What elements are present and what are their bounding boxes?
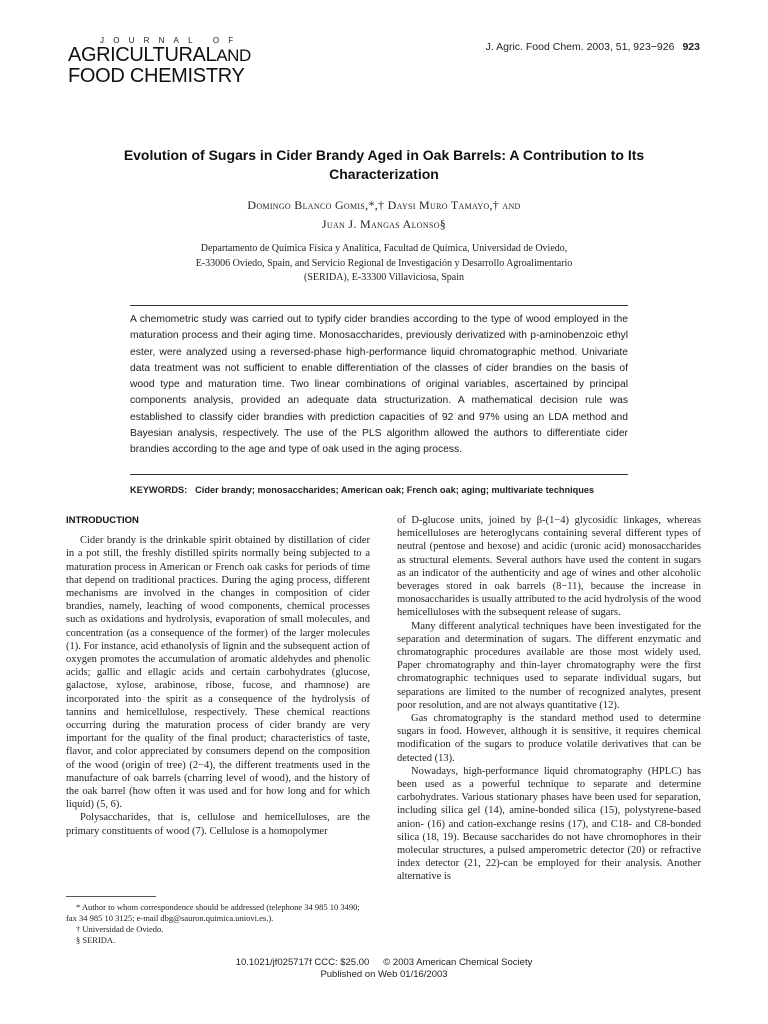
affiliation-line-3: (SERIDA), E-33300 Villaviciosa, Spain <box>303 272 465 283</box>
footer-published: Published on Web 01/16/2003 <box>320 969 448 980</box>
paragraph: Gas chromatography is the standard method used to determine sugars in food. However, although it is sensitive, it requires chemical modification of the sugars to produce volatile derivatives that can be detected (13). <box>397 713 701 764</box>
abstract: A chemometric study was carried out to typify cider brandies according to the type of wood employed in the maturation process and their aging time. Monosaccharides, previously derivatized with p-aminobenzoic ethyl ester, were analyzed using a reversed-phase high-performance liquid chromatographic method. Univariate data treatment was not sufficient to enable differentiation of the classes of cider brandies on the basis of wood type and maturation time. Two linear combinations of original variables, ascertained by principal components analysis, provided an adequate data structurization. A mathematical decision rule was established to classify cider brandies with prediction capacities of 92 and 97% using an LDA method and Bayesian analysis, respectively. The use of the PLS algorithm allowed the authors to differentiate cider brandies according to the age and type of oak used in the aging process. <box>130 314 628 456</box>
abstract-bottom-rule <box>130 474 628 475</box>
paragraph: Nowadays, high-performance liquid chromatography (HPLC) has been used as a powerful technique to separate and determine carbohydrates. Various stationary phases have been used for separation, including silica gel (14), amine-bonded silica (15), polystyrene-based anion- (16) and cation-exchange resins (17), and C18- and C8-bonded silica (18, 19). Because saccharides do not have chromophores in their molecular structures, a pulsed amperometric detector (20) or refractive index detector (21, 22)-can be employed for their analysis. Another alternative is <box>397 765 701 883</box>
keywords-list: Cider brandy; monosaccharides; American oak; French oak; aging; multivariate techniques <box>195 485 595 495</box>
abstract-top-rule <box>130 305 628 306</box>
affiliation-line-2: E-33006 Oviedo, Spain, and Servicio Regional de Investigación y Desarrollo Agroalimentario <box>195 257 573 269</box>
footnote-corresponding-author: * Author to whom correspondence should be addressed (telephone 34 985 10 3490; fax 34 985 10 3125; e-mail dbg@sauron.quimica.uniovi.es.). <box>66 902 360 923</box>
logo-line-agricultural <box>68 45 278 66</box>
page-number: 923 <box>682 41 700 53</box>
footnotes <box>66 902 370 946</box>
journal-citation <box>486 41 700 53</box>
page-footer <box>0 957 768 981</box>
logo-journal-of: JOURNAL OF <box>100 36 243 45</box>
logo-and: AND <box>216 46 251 65</box>
body-column-right <box>397 514 701 884</box>
footnote-rule <box>66 896 156 897</box>
journal-logo <box>68 36 278 87</box>
paragraph: Polysaccharides, that is, cellulose and hemicelluloses, are the primary constituents of wood (7). Cellulose is a homopolymer <box>66 812 370 837</box>
author-affiliation <box>150 242 618 286</box>
affiliation-line-1: Departamento de Química Física y Analítica, Facultad de Química, Universidad de Oviedo, <box>200 243 568 254</box>
article-title: Evolution of Sugars in Cider Brandy Aged in Oak Barrels: A Contribution to Its Characterization <box>123 147 645 182</box>
footer-copyright: © 2003 American Chemical Society <box>383 957 533 968</box>
section-heading-introduction: INTRODUCTION <box>66 515 139 526</box>
footer-line-1 <box>0 957 768 969</box>
body-column-left <box>66 512 370 838</box>
footer-doi: 10.1021/jf025717f CCC: $25.00 <box>235 957 370 968</box>
footnote-dagger: † Universidad de Oviedo. <box>76 924 164 934</box>
logo-food-chemistry: FOOD CHEMISTRY <box>68 65 245 87</box>
paragraph: Many different analytical techniques have been investigated for the separation and determination of sugars. The different enzymatic and chromatographic procedures available are those most widely used. Paper chromatography and thin-layer chromatography were the first chromatographic techniques used to separate individual sugars, but separations are limited to the number of recognized analytes, present poor resolution, and are not always quantitative (12). <box>397 620 701 711</box>
keywords <box>130 485 628 495</box>
authors-line-1: Domingo Blanco Gomis,*,† Daysi Muro Tamayo,† and <box>247 198 521 212</box>
authors-line-2: Juan J. Mangas Alonso§ <box>321 217 447 231</box>
footnote-section: § SERIDA. <box>76 935 116 945</box>
citation-text: J. Agric. Food Chem. 2003, 51, 923−926 <box>485 41 675 53</box>
logo-agricultural: AGRICULTURAL <box>68 44 217 66</box>
paragraph: of D-glucose units, joined by β-(1−4) glycosidic linkages, whereas hemicelluloses are heteroglycans containing several different types of neutral (pentose and hexose) and acidic (uronic acid) monosaccharides as structural elements. Several authors have used the content in sugars as an indicator of the authenticity and age of wines and other alcoholic beverages stored in oak barrels (8−11), because the increase in monosaccharides is usually attributed to the acid hydrolysis of the wood hemicelluloses with the subsequent release of sugars. <box>397 515 701 619</box>
paragraph: Cider brandy is the drinkable spirit obtained by distillation of cider in a pot still, the freshly distilled spirits normally being subjected to a maturation process in American or French oak casks for periods of time that depend on traditional practices. During the aging process, different mechanisms are involved in the changes in composition of cider brandies, namely, leaching of wood components, chemical processes such as oxidations and hydrolysis, evaporation of small molecules, and concentration (as a consequence of the former) of the larger molecules (1). For instance, acid ethanolysis of lignin and the subsequent action of oxygen promotes the accumulation of aromatic aldehydes and phenolic acids; gallic and ellagic acids and certain carbohydrates (glucose, galactose, xylose, arabinose, ribose, fucose, and rhamnose) are incorporated into the spirit as a consequence of the hydrolysis of tannins and hemicellulose, respectively. These chemical reactions occurring during the maturation process of cider brandy are very important for the quality of the final product; characteristics of taste, flavor, and color appreciated by consumers depend on the composition of the wood (origin of tree) (2−4), the different treatments used in the manufacture of oak barrels (charring level of wood), and the history of the oak barrel (how often it was used and for how long and for which liquid) (5, 6). <box>66 535 370 811</box>
keywords-label: KEYWORDS: <box>130 485 188 495</box>
article-authors <box>100 196 668 234</box>
